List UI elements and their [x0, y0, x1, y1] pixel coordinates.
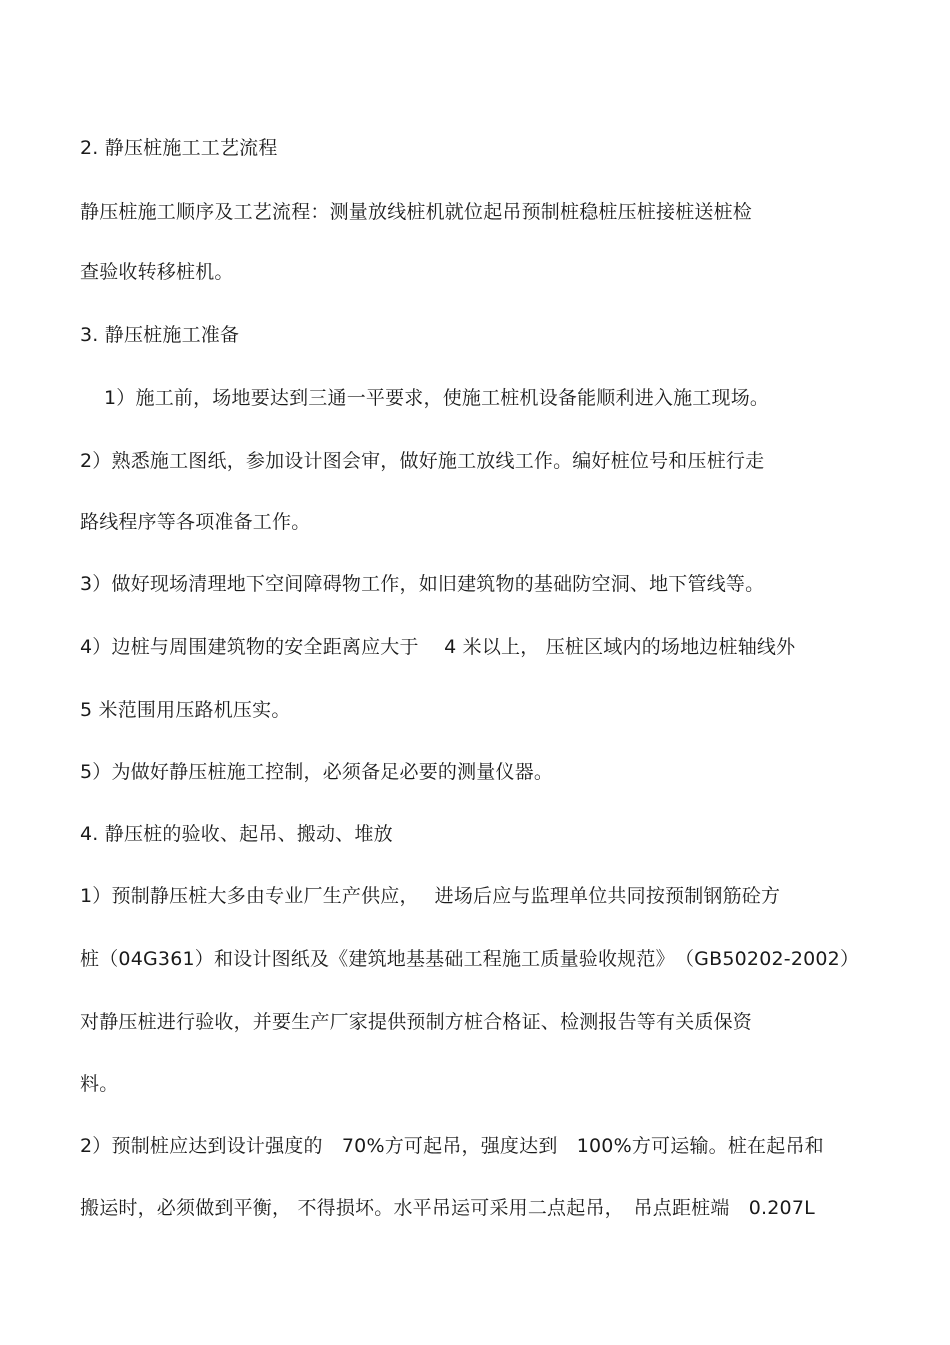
paragraph-line: 路线程序等各项准备工作。	[80, 511, 311, 533]
paragraph-line: 查验收转移桩机。	[80, 261, 234, 283]
list-item: 2）熟悉施工图纸，参加设计图会审，做好施工放线工作。编好桩位号和压桩行走	[80, 450, 765, 472]
list-item: 1）施工前，场地要达到三通一平要求，使施工桩机设备能顺利进入施工现场。	[104, 387, 770, 409]
paragraph-line: 对静压桩进行验收，并要生产厂家提供预制方桩合格证、检测报告等有关质保资	[80, 1011, 753, 1033]
paragraph-line: 桩（04G361）和设计图纸及《建筑地基基础工程施工质量验收规范》 （GB50202-2002）	[80, 948, 860, 970]
section-heading-3: 3. 静压桩施工准备	[80, 324, 240, 346]
section-heading-2: 2. 静压桩施工工艺流程	[80, 137, 278, 159]
paragraph-line: 5 米范围用压路机压实。	[80, 699, 291, 721]
list-item: 5）为做好静压桩施工控制，必须备足必要的测量仪器。	[80, 761, 554, 783]
section-heading-4: 4. 静压桩的验收、起吊、搬动、堆放	[80, 823, 393, 845]
list-item: 3）做好现场清理地下空间障碍物工作，如旧建筑物的基础防空洞、地下管线等。	[80, 573, 765, 595]
list-item: 1）预制静压桩大多由专业厂生产供应， 进场后应与监理单位共同按预制钢筋砼方	[80, 885, 781, 907]
paragraph-line: 搬运时，必须做到平衡， 不得损坏。水平吊运可采用二点起吊， 吊点距桩端 0.207L	[80, 1197, 815, 1219]
paragraph-line: 静压桩施工顺序及工艺流程：测量放线桩机就位起吊预制桩稳桩压桩接桩送桩检	[80, 201, 753, 223]
list-item: 4）边桩与周围建筑物的安全距离应大于 4 米以上， 压桩区域内的场地边桩轴线外	[80, 636, 796, 658]
list-item: 2）预制桩应达到设计强度的 70%方可起吊，强度达到 100%方可运输。桩在起吊和	[80, 1135, 824, 1157]
paragraph-line: 料。	[80, 1073, 119, 1095]
